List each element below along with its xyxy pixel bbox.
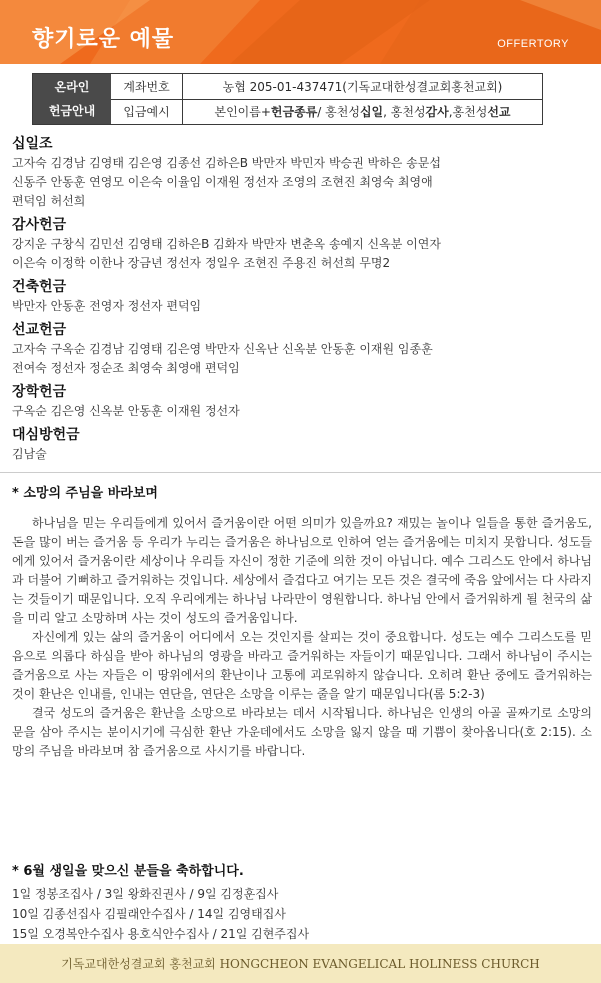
- offering-names: 강지운 구창식 김민선 김영태 김하은B 김화자 박만자 변춘옥 송예지 신옥분 이연자: [12, 237, 441, 251]
- offering-title: 대심방헌금: [12, 427, 80, 443]
- birthday-section: [12, 862, 592, 944]
- account-row: [111, 74, 542, 100]
- meditation-paragraph: 자신에게 있는 삶의 즐거움이 어디에서 오는 것인지를 살피는 것이 중요합니다. 성도는 예수 그리스도를 믿음으로 의롭다 하심을 받아 하나님의 영광을 바라고 즐거워하는 자들이기 때문입니다. 그래서 하나님이 주시는 즐거움으로 사는 자들은 이 땅위에서의 환난이나 고통에 괴로워하지 않습니다. 오히려 환난 중에도 즐거워하는 것이 환난은 인내를, 인내는 연단을, 연단은 소망을 이루는 줄을 알기 때문입니다(롬 5:2-3): [12, 630, 592, 701]
- offering-section: [12, 134, 592, 211]
- offering-names: 구옥순 김은영 신옥분 안동훈 이재원 정선자: [12, 404, 240, 418]
- offering-section: [12, 382, 592, 421]
- footer: [0, 944, 601, 983]
- online-label-line2: 헌금안내: [48, 104, 96, 118]
- header-banner: [0, 0, 601, 64]
- birthday-line: 15일 오경복안수집사 용호식안수집사 / 21일 김현주집사: [12, 927, 310, 941]
- online-giving-table: [32, 73, 543, 125]
- example-value: [183, 100, 542, 125]
- meditation-section: [12, 484, 592, 761]
- birthday-line: 10일 김종선집사 김필래안수집사 / 14일 김영태집사: [12, 907, 286, 921]
- example-part: 본인이름+: [214, 105, 271, 120]
- online-giving-label: [33, 74, 111, 124]
- offering-section: [12, 277, 592, 316]
- page-subtitle: OFFERTORY: [497, 38, 569, 50]
- online-label-line1: 온라인: [54, 80, 90, 94]
- example-part-bold: 십일: [359, 105, 384, 120]
- offerings-list: [12, 130, 592, 464]
- example-part-bold: 선교: [487, 105, 511, 120]
- example-part: ,홍천성: [448, 105, 488, 120]
- birthday-title: * 6월 생일을 맞으신 분들을 축하합니다.: [12, 864, 244, 879]
- footer-text: 기독교대한성결교회 홍천교회 HONGCHEON EVANGELICAL HOLINESS CHURCH: [61, 957, 540, 971]
- section-divider: [0, 472, 601, 473]
- account-key: 계좌번호: [111, 74, 183, 99]
- example-key: 입금예시: [111, 100, 183, 125]
- offering-title: 십일조: [12, 136, 53, 152]
- online-giving-rows: [111, 74, 542, 124]
- meditation-paragraph: 하나님을 믿는 우리들에게 있어서 즐거움이란 어떤 의미가 있을까요? 재밌는 놀이나 일들을 통한 즐거움도, 돈을 많이 버는 즐거움 등 우리가 누리는 즐거움은 하나님으로 인하여 얻는 즐거움에는 미치지 못합니다. 성도들에게 있어서 즐거움이란 세상이나 우리들 자신이 정한 기준에 의한 것이 아닙니다. 예수 그리스도 안에서 하나님과 더불어 기뻐하고 즐거워하는 것입니다. 세상에서 즐겁다고 여기는 모든 것은 결국에 죽음 앞에서는 다 사라지는 것들이기 때문입니다. 오직 우리에게는 하나님 나라만이 영원합니다. 하나님 안에서 즐거워하게 될 천국의 삶을 미리 알고 소망하며 사는 것이 성도의 즐거움입니다.: [12, 516, 592, 625]
- offering-title: 건축헌금: [12, 279, 67, 295]
- offering-section: [12, 320, 592, 378]
- offering-title: 장학헌금: [12, 384, 67, 400]
- offering-names: 신동주 안동훈 연영모 이은숙 이율임 이재원 정선자 조영의 조현진 최영숙 최영애: [12, 175, 433, 189]
- offering-names: 고자숙 구옥순 김경남 김영태 김은영 박만자 신옥난 신옥분 안동훈 이재원 임종훈: [12, 342, 433, 356]
- offering-names: 편덕임 허선희: [12, 194, 86, 208]
- offering-names: 이은숙 이정학 이한나 장금년 정선자 정일우 조현진 주용진 허선희 무명2: [12, 256, 391, 270]
- offering-title: 감사헌금: [12, 217, 67, 233]
- birthday-line: 1일 정봉조집사 / 3일 왕화진권사 / 9일 김정훈집사: [12, 887, 279, 901]
- example-part: / 홍천성: [317, 105, 360, 120]
- offering-names: 박만자 안동훈 전영자 정선자 편덕임: [12, 299, 202, 313]
- offering-title: 선교헌금: [12, 322, 67, 338]
- page-title: 향기로운 예물: [32, 27, 175, 52]
- offering-names: 김남술: [12, 447, 47, 461]
- example-part-bold: 헌금종류: [270, 105, 318, 120]
- meditation-paragraph: 결국 성도의 즐거움은 환난을 소망으로 바라보는 데서 시작됩니다. 하나님은 인생의 아골 골짜기로 소망의 문을 삼아 주시는 분이시기에 극심한 환난 가운데에서도 소망을 잃지 않을 때 기쁨이 찾아옵니다(호 2:15). 소망의 주님을 바라보며 참 즐거움으로 사시기를 바랍니다.: [12, 706, 592, 758]
- offering-names: 고자숙 김경남 김영태 김은영 김종선 김하은B 박만자 박민자 박승권 박하은 송문섭: [12, 156, 441, 170]
- example-row: [111, 100, 542, 125]
- example-part: , 홍천성: [383, 105, 426, 120]
- offering-section: [12, 215, 592, 273]
- meditation-title: * 소망의 주님을 바라보며: [12, 486, 158, 501]
- offering-names: 전여숙 정선자 정순조 최영숙 최영애 편덕임: [12, 361, 240, 375]
- offering-section: [12, 425, 592, 464]
- account-value: 농협 205-01-437471(기독교대한성결교회홍천교회): [222, 79, 503, 94]
- example-part-bold: 감사: [425, 105, 449, 120]
